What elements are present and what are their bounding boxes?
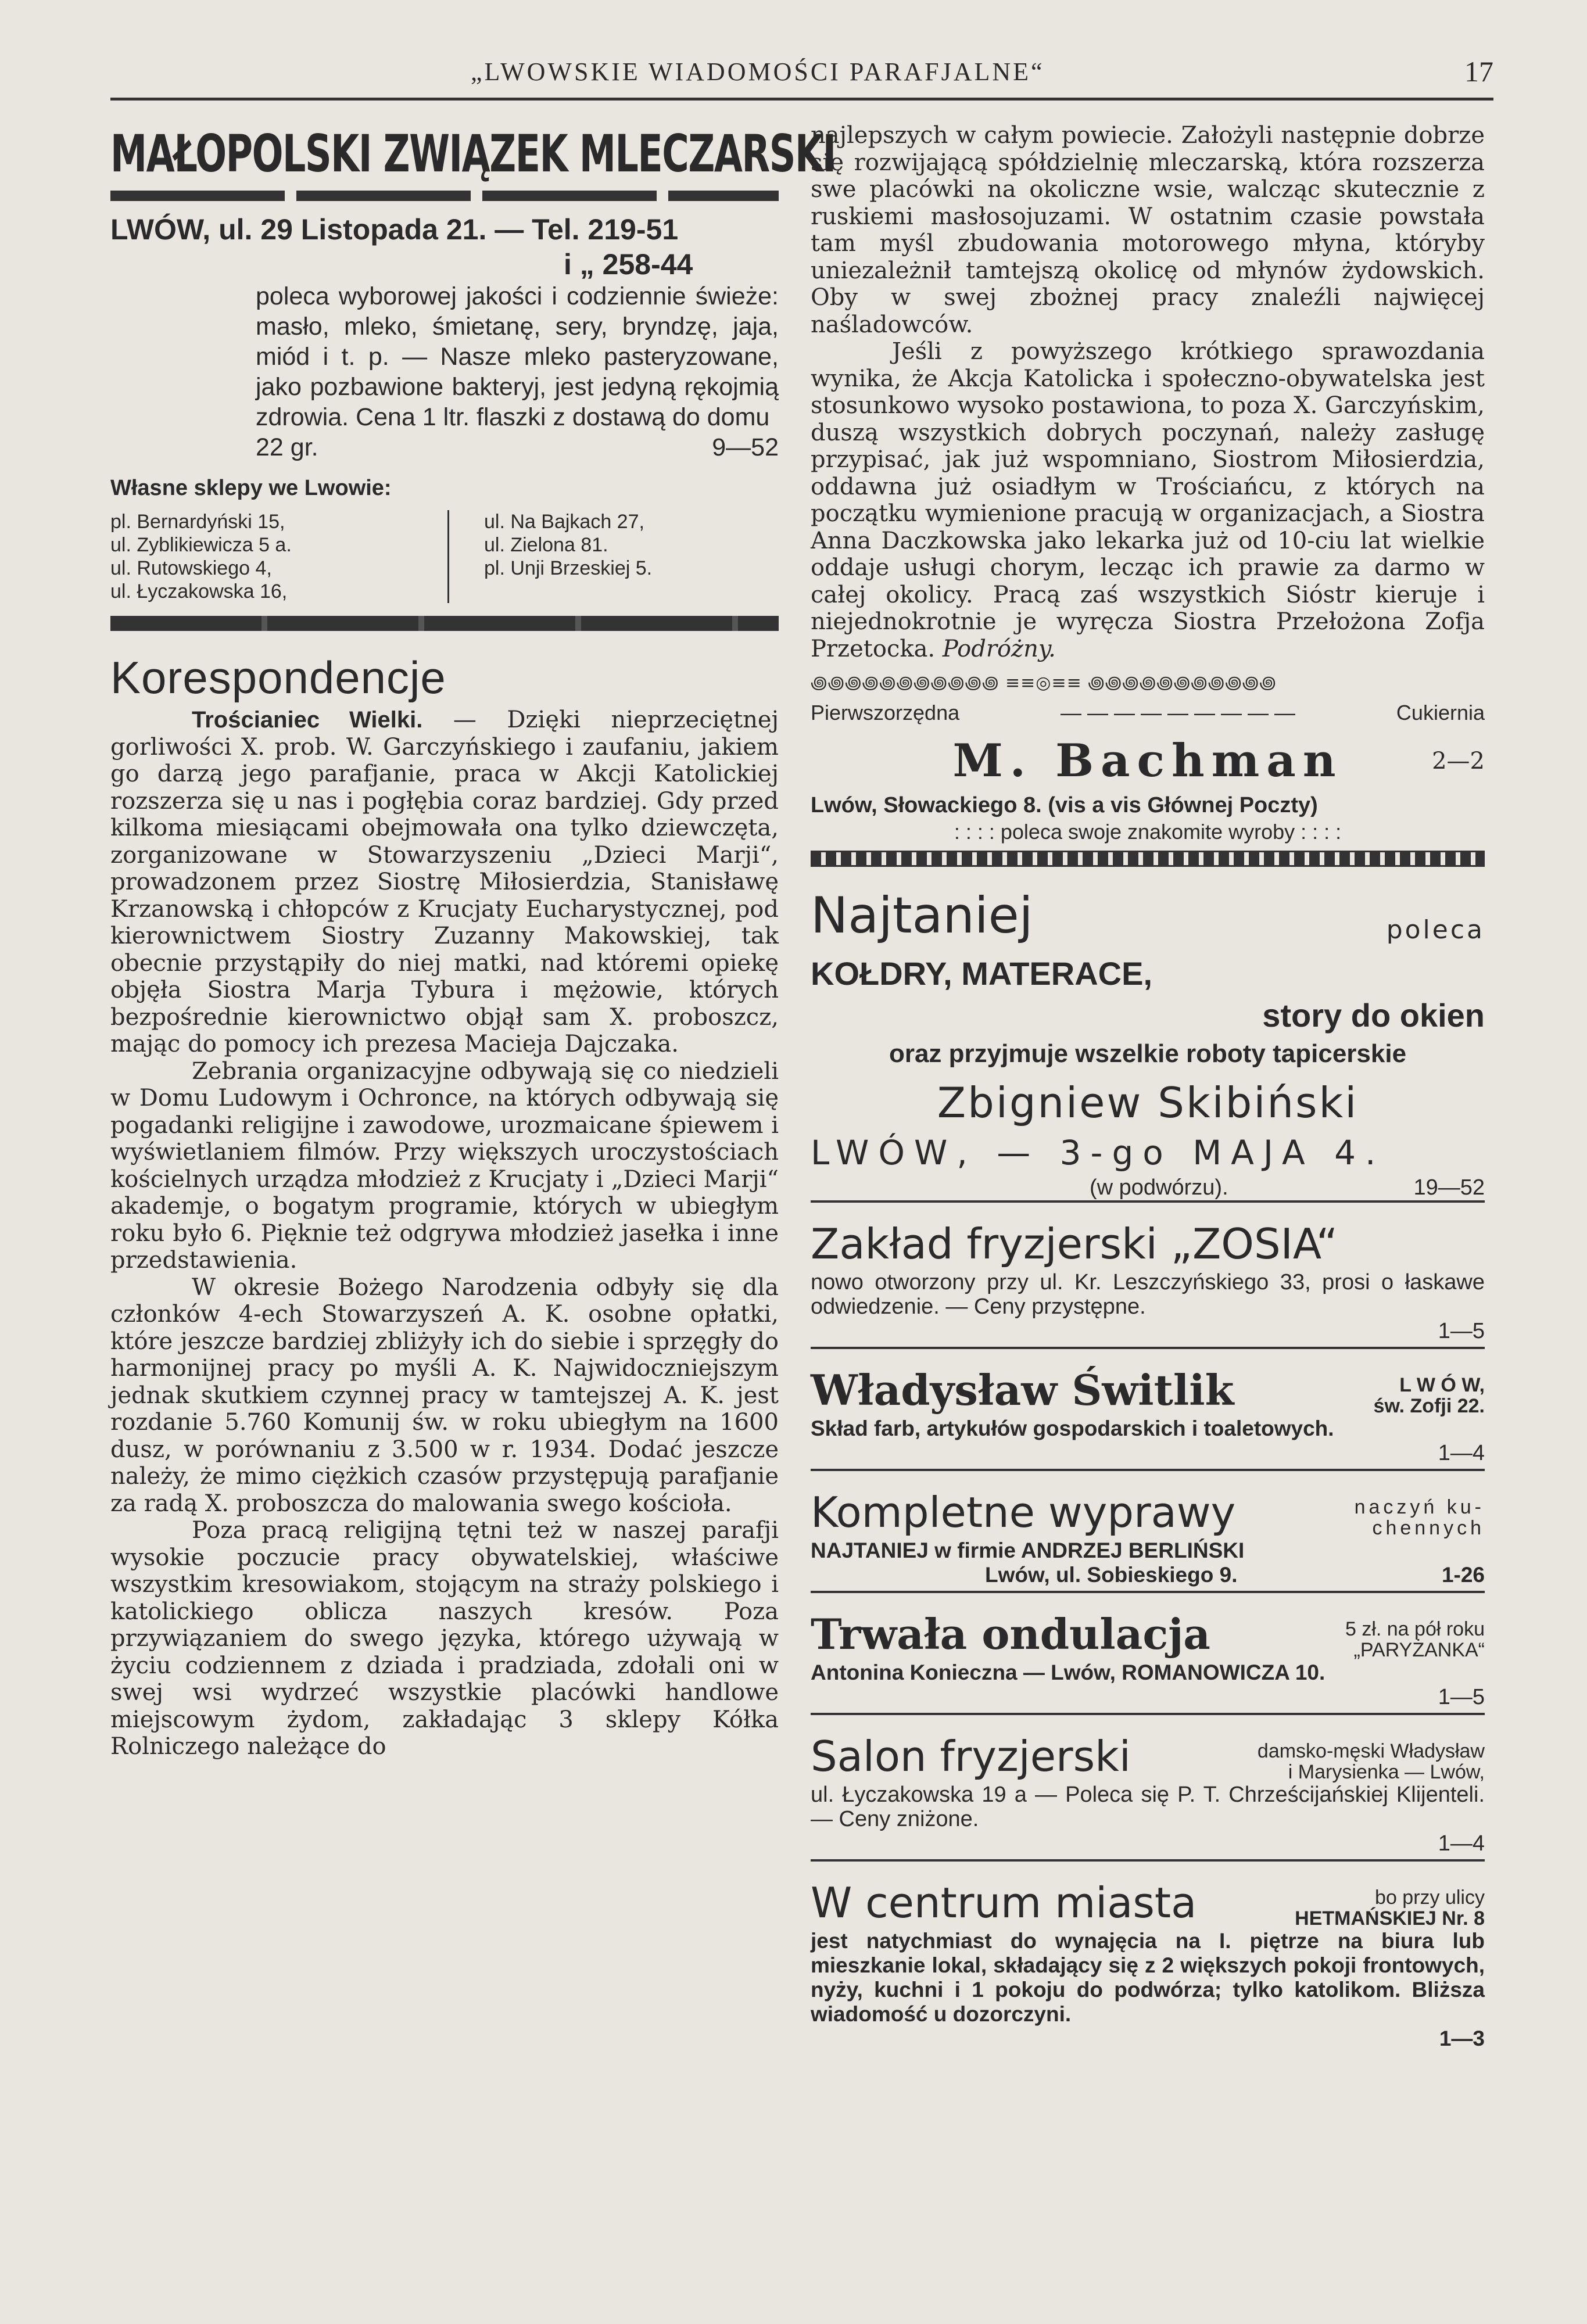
dairy-ad-price: 22 gr.	[256, 433, 318, 461]
skibinski-line3: oraz przyjmuje wszelkie roboty tapicerskie	[889, 1039, 1407, 1068]
page-number: 17	[1464, 55, 1493, 88]
berlinski-addr: Lwów, ul. Sobieskiego 9.	[985, 1563, 1238, 1587]
ondulacja-title: Trwała ondulacja	[811, 1609, 1210, 1659]
bachman-lead-left: Pierwszorzędna	[811, 701, 960, 725]
dairy-ad-bottom-bar	[110, 616, 779, 631]
centrum-code: 1—3	[1439, 2027, 1485, 2050]
salon-text: ul. Łyczakowska 19 a — Poleca się P. T. Chrześcijańskiej Klijenteli. — Ceny zniżone.	[811, 1783, 1485, 1831]
skibinski-code: 19—52	[1413, 1175, 1485, 1200]
salon-side1: damsko-męski Władysław	[1257, 1740, 1485, 1762]
skibinski-head	[811, 887, 1485, 945]
dairy-ad-body: poleca wyborowej jakości i codziennie świeże: masło, mleko, śmietanę, sery, bryndzę, jaja, miód i t. p. — Nasze mleko pasteryzowane, jako pozbawione bakteryj, jest jedyną rękojmią zdrowia. Cena 1 ltr. flaszki z dostawą do domu	[256, 282, 779, 431]
centrum-title: W centrum miasta	[811, 1878, 1197, 1927]
switlik-address	[1374, 1375, 1485, 1416]
switlik-head	[811, 1349, 1485, 1416]
dairy-ad-address: LWÓW, ul. 29 Listopada 21. — Tel. 219-51	[110, 213, 679, 246]
dairy-advertisement	[110, 122, 836, 631]
article-p1-text: — Dzięki nieprzeciętnej gorliwości X. prob. W. Garczyńskiego i zaufaniu, jakiem go darzą jego parafjanie, praca w Akcji Katolickiej rozszerza się u nas i pogłębia coraz bardziej. Gdy przed kilkoma miesiącami obejmowała ona tylko dziewczęta, zorganizowane w Stowarzyszeniu „Dzieci Marji“, prowadzonem przez Siostrę Miłosierdzia, Stanisławę Krzanowską i chłopców z Krucjaty Eucharystycznej, pod kierownictwem Siostry Zuzanny Makowskiej, tak obecnie przystąpiły do niej matki, nad któremi opiekę objęła Siostra Marja Tybura i mężowie, których bezpośrednie kierownictwo objął sam X. proboszcz, mając do pomocy ich prezesa Macieja Dajczaka.	[110, 706, 779, 1057]
dairy-ad-shops	[110, 510, 779, 603]
article-paragraph-2: Zebrania organizacyjne odbywają się co niedzieli w Domu Ludowym i Ochronce, na których odbywają się pogadanki religijne i zawodowe, urozmaicane śpiewem i wyświetlaniem filmów. Przy większych uroczystościach kościelnych urządza młodzież z Krucjaty i „Dzieci Marji“ akademje, o bogatym programie, których w ubiegłym roku było 6. Pięknie też odgrywa młodzież jasełka i inne przedstawienia.	[110, 1057, 779, 1274]
article-left	[110, 706, 779, 1760]
article-signature: Podróżny.	[942, 635, 1056, 662]
salon-title: Salon fryzjerski	[811, 1732, 1131, 1781]
bachman-tagline: : : : : poleca swoje znakomite wyroby : : : :	[954, 820, 1342, 844]
article-paragraph-r1: najlepszych w całym powiecie. Założyli następnie dobrze się rozwijającą spółdzielnię mleczarską, która rozszerza swe placówki na okoliczne wsie, walcząc skutecznie z ruskiemi masłosojuzami. W ostatnim czasie powstała tam myśl zbudowania motorowego młyna, któryby uniezależnił tamtejszą okolicę od młynów żydowskich. Oby w swej zbożnej pracy znaleźli najwięcej naśladowców.	[811, 122, 1485, 338]
centrum-side1: bo przy ulicy	[1375, 1887, 1485, 1909]
berlinski-side1: naczyń ku-	[1354, 1496, 1485, 1518]
bachman-address: Lwów, Słowackiego 8. (vis a vis Głównej Poczty)	[811, 793, 1318, 817]
berlinski-addr-row	[811, 1563, 1485, 1587]
ondulacja-head	[811, 1593, 1485, 1660]
berlinski-text: NAJTANIEJ w firmie ANDRZEJ BERLIŃSKI	[811, 1538, 1245, 1562]
switlik-text: Skład farb, artykułów gospodarskich i toaletowych.	[811, 1416, 1334, 1440]
bachman-lead	[811, 701, 1485, 725]
article-paragraph-4: Poza pracą religijną tętni też w naszej parafji wysokie poczucie pracy obywatelskiej, właściwe wszystkim kresowiakom, stojącym na straży polskiego i katolickiego oblicza naszych kresów. Poza przywiązaniem do swego języka, którego używają w życiu codziennem z dziada i pradziada, zdołali oni w swej wsi wydrzeć wszystkie placówki handlowe miejscowym żydom, zakładając 3 sklepy Kółka Rolniczego należące do	[110, 1517, 779, 1760]
ondulacja-advertisement	[811, 1593, 1485, 1715]
shops-right	[449, 510, 652, 603]
bachman-name-text: M. Bachman	[952, 734, 1343, 787]
centrum-advertisement	[811, 1862, 1485, 2051]
berlinski-title: Kompletne wyprawy	[811, 1488, 1236, 1537]
skibinski-line1: KOŁDRY, MATERACE,	[811, 955, 1152, 992]
zosia-advertisement	[811, 1218, 1485, 1349]
journal-title: „LWOWSKIE WIADOMOŚCI PARAFJALNE“	[471, 58, 1045, 86]
bachman-divider	[811, 851, 1485, 867]
berlinski-advertisement	[811, 1471, 1485, 1593]
dairy-ad-shops-heading: Własne sklepy we Lwowie:	[110, 476, 392, 500]
centrum-head	[811, 1862, 1485, 1929]
centrum-text: jest natychmiast do wynajęcia na I. piętrze na biura lub mieszkanie lokal, składający się z 2 większych pokoji frontowych, nyży, kuchni i 1 pokoju do podwórza; tylko katolikom. Bliższa wiadomość u dozorczyni.	[811, 1929, 1485, 2026]
shop-item: pl. Bernardyński 15,	[110, 511, 285, 533]
article-place: Trościaniec Wielki.	[192, 707, 423, 733]
ondulacja-text: Antonina Konieczna — Lwów, ROMANOWICZA 10.	[811, 1660, 1326, 1684]
centrum-side2: HETMAŃSKIEJ Nr. 8	[1295, 1907, 1485, 1930]
dairy-ad-bar	[110, 191, 779, 201]
skibinski-yard: (w podwórzu).	[1090, 1175, 1228, 1200]
bachman-name	[811, 734, 1485, 788]
ondulacja-side1: 5 zł. na pół roku	[1345, 1618, 1485, 1640]
berlinski-side2: chennych	[1372, 1517, 1485, 1539]
left-column	[110, 122, 836, 1760]
dairy-ad-code: 9—52	[712, 433, 779, 461]
ondulacja-side2: „PARYŻANKA“	[1353, 1639, 1485, 1661]
berlinski-head	[811, 1471, 1485, 1538]
skibinski-name: Zbigniew Skibiński	[937, 1078, 1359, 1127]
shop-item: ul. Na Bajkach 27,	[484, 511, 644, 533]
bachman-lead-right: Cukiernia	[1396, 701, 1485, 725]
shop-item: ul. Łyczakowska 16,	[110, 580, 288, 602]
switlik-city: L W Ó W,	[1399, 1374, 1485, 1396]
zosia-code: 1—5	[1438, 1319, 1485, 1343]
berlinski-side	[1355, 1497, 1485, 1538]
bachman-lead-dashes: — — — — — — — — —	[1061, 701, 1296, 725]
zosia-title: Zakład fryzjerski „ZOSIA“	[811, 1220, 1338, 1268]
shop-item: pl. Unji Brzeskiej 5.	[484, 557, 653, 579]
switlik-code: 1—4	[1438, 1441, 1485, 1465]
salon-head	[811, 1715, 1485, 1783]
article-paragraph-r2	[811, 338, 1485, 662]
article-r2-text: Jeśli z powyższego krótkiego sprawozdania wynika, że Akcja Katolicka i społeczno-obywatelska jest stosunkowo wysoko postawiona, to poza X. Garczyńskim, duszą wszystkich dobrych poczynań, należy zasługę przypisać, jak już wspomniano, Siostrom Miłosierdzia, oddawna już osiadłym w Trościańcu, z których na początku wymienione pracują w organizacjach, a Siostra Anna Daczkowska jako lekarka już od 10-ciu lat wielkie oddaje usługi chorym, lecząc ich prawie za darmo w całej okolicy. Pracą zaś wszystkich Sióstr kieruje i niejednokrotnie je wyręcza Siostra Przełożona Zofja Przetocka.	[811, 338, 1485, 662]
skibinski-advertisement	[811, 887, 1485, 1203]
shop-item: ul. Zyblikiewicza 5 a.	[110, 534, 292, 556]
shops-left	[110, 510, 449, 603]
skibinski-yard-row	[811, 1175, 1485, 1203]
header-rule	[110, 98, 1493, 101]
article-right	[811, 122, 1485, 662]
salon-code: 1—4	[1438, 1831, 1485, 1856]
ondulacja-code: 1—5	[1438, 1685, 1485, 1709]
berlinski-code: 1-26	[1441, 1563, 1485, 1587]
dairy-ad-price-row	[110, 432, 779, 462]
shop-item: ul. Zielona 81.	[484, 534, 608, 556]
switlik-street: św. Zofji 22.	[1373, 1395, 1485, 1417]
switlik-title: Władysław Świtlik	[811, 1365, 1234, 1415]
skibinski-city: LWÓW, — 3-go MAJA 4.	[811, 1133, 1385, 1172]
bachman-code: 2—2	[1432, 748, 1485, 774]
article-paragraph-3: W okresie Bożego Narodzenia odbyły się dla członków 4-ech Stowarzyszeń A. K. osobne opłatki, które jeszcze bardziej zbliżyły ich do siebie i sprzęgły do harmonijnej pracy po myśli A. K. Najwidoczniejszym jednak skutkiem czynnej pracy w tamtejszej A. K. jest rozdanie 5.760 Komunij św. w roku ubiegłym na 1600 dusz, w porównaniu z 3.500 w r. 1934. Dodać jeszcze należy, że mimo ciężkich czasów przystępują parafjanie za radą X. proboszcza do malowania swego kościoła.	[110, 1274, 779, 1517]
shop-item: ul. Rutowskiego 4,	[110, 557, 272, 579]
right-column	[811, 122, 1485, 2051]
skibinski-line2: story do okien	[1262, 997, 1485, 1034]
centrum-side	[1295, 1887, 1485, 1929]
switlik-advertisement	[811, 1349, 1485, 1471]
ornament-divider: ꩜꩜꩜꩜꩜꩜꩜꩜꩜꩜꩜ ≡≡◎≡≡ ꩜꩜꩜꩜꩜꩜꩜꩜꩜꩜꩜	[811, 673, 1277, 693]
salon-side2: i Marysienka — Lwów,	[1288, 1761, 1485, 1783]
bachman-advertisement	[811, 701, 1485, 867]
dairy-ad-phone2: i „ 258-44	[564, 248, 693, 281]
article-paragraph-1	[110, 706, 779, 1058]
dairy-ad-title: MAŁOPOLSKI ZWIĄZEK MLECZARSKI	[110, 124, 836, 184]
ondulacja-side	[1345, 1619, 1485, 1660]
zosia-text: nowo otworzony przy ul. Kr. Leszczyńskiego 33, prosi o łaskawe odwiedzenie. — Ceny przystępne.	[811, 1270, 1485, 1319]
skibinski-najtaniej: Najtaniej	[811, 887, 1033, 945]
salon-advertisement	[811, 1715, 1485, 1862]
page-header	[110, 52, 1493, 99]
section-heading: Korespondencje	[110, 652, 446, 703]
salon-side	[1258, 1741, 1485, 1783]
skibinski-poleca: poleca	[1386, 915, 1485, 945]
